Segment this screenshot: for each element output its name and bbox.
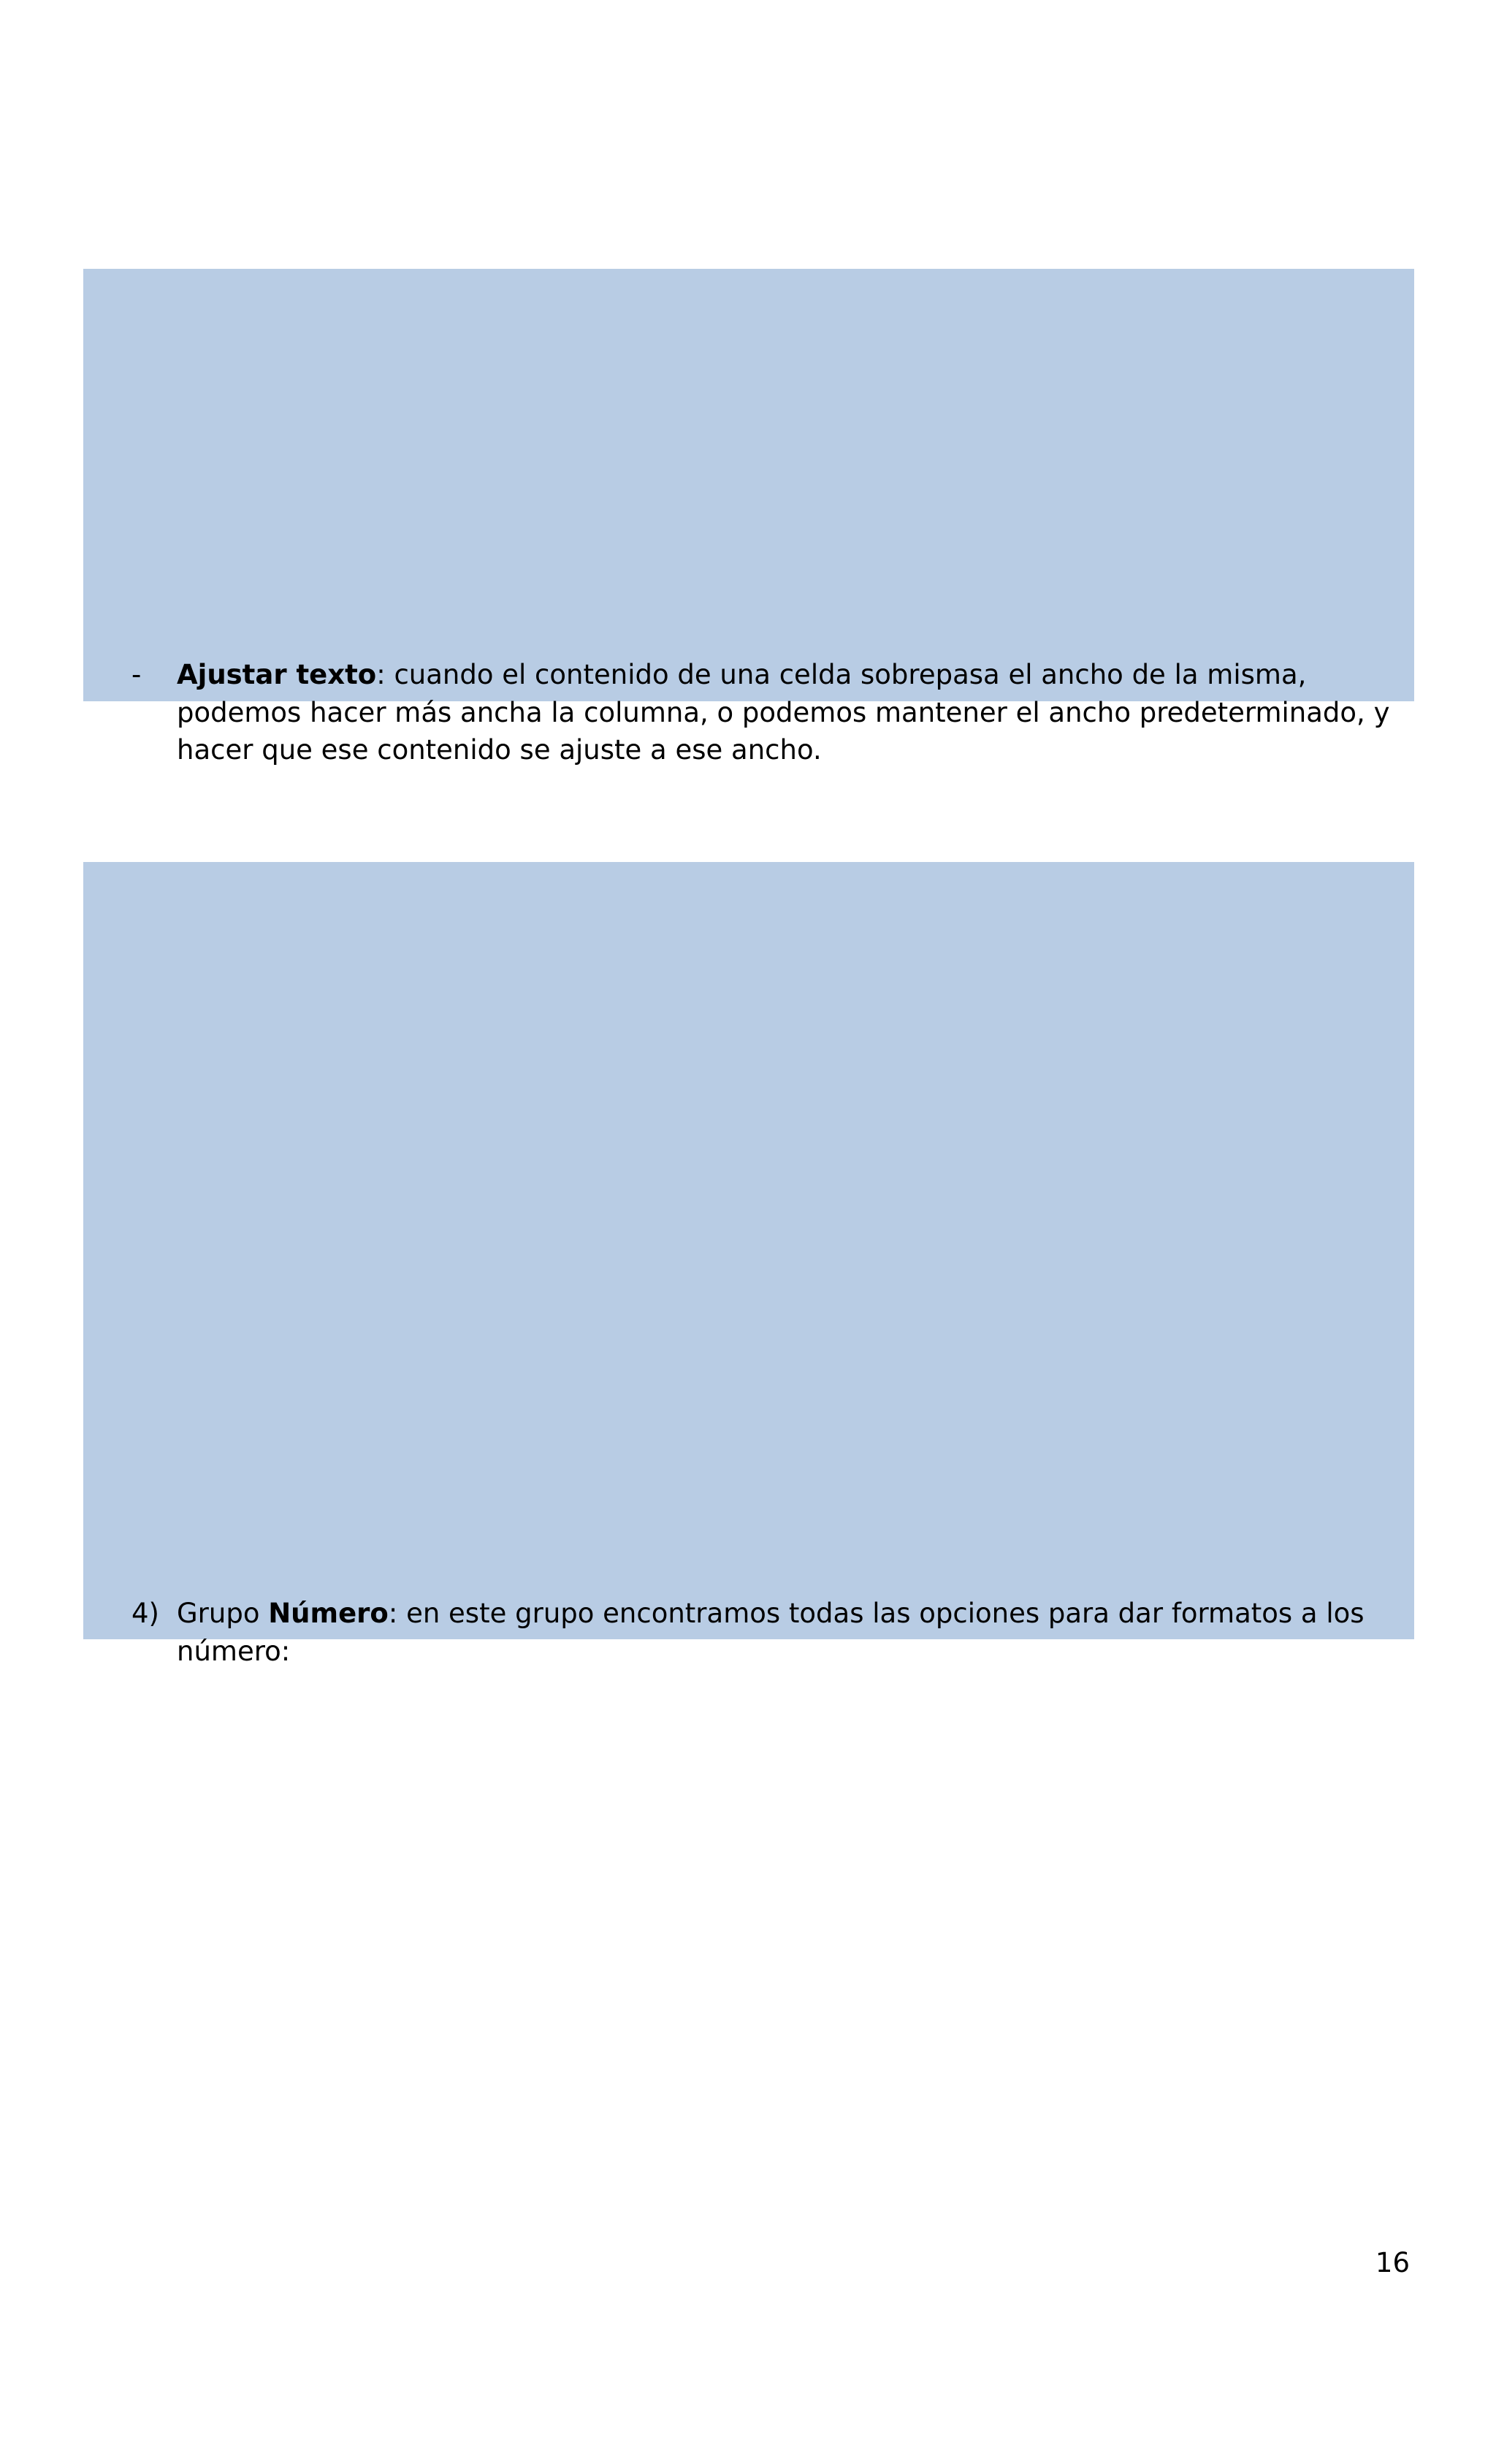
bullet-marker: -	[131, 659, 142, 690]
numbered-item-grupo-numero	[131, 1595, 1417, 1670]
numbered-text	[177, 1595, 1419, 1670]
bullet-ajustar-texto	[131, 656, 1417, 769]
term-ajustar-texto: Ajustar texto	[177, 659, 377, 690]
bullet-text	[177, 656, 1419, 769]
numbered-description: : en este grupo encontramos todas las opciones para dar formatos a los número:	[177, 1598, 1365, 1667]
bullet-description: : cuando el contenido de una celda sobrepasa el ancho de la misma, podemos hacer más ancha la columna, o podemos mantener el ancho predeterminado, y hacer que ese contenido se ajuste a ese ancho.	[177, 659, 1390, 766]
screenshot-placeholder-wrap-text	[83, 862, 1414, 1639]
term-numero: Número	[268, 1598, 389, 1629]
screenshot-placeholder-alignment	[83, 269, 1414, 701]
list-number: 4)	[131, 1598, 159, 1629]
page-number: 16	[1375, 2247, 1410, 2278]
numbered-prefix: Grupo	[177, 1598, 269, 1629]
